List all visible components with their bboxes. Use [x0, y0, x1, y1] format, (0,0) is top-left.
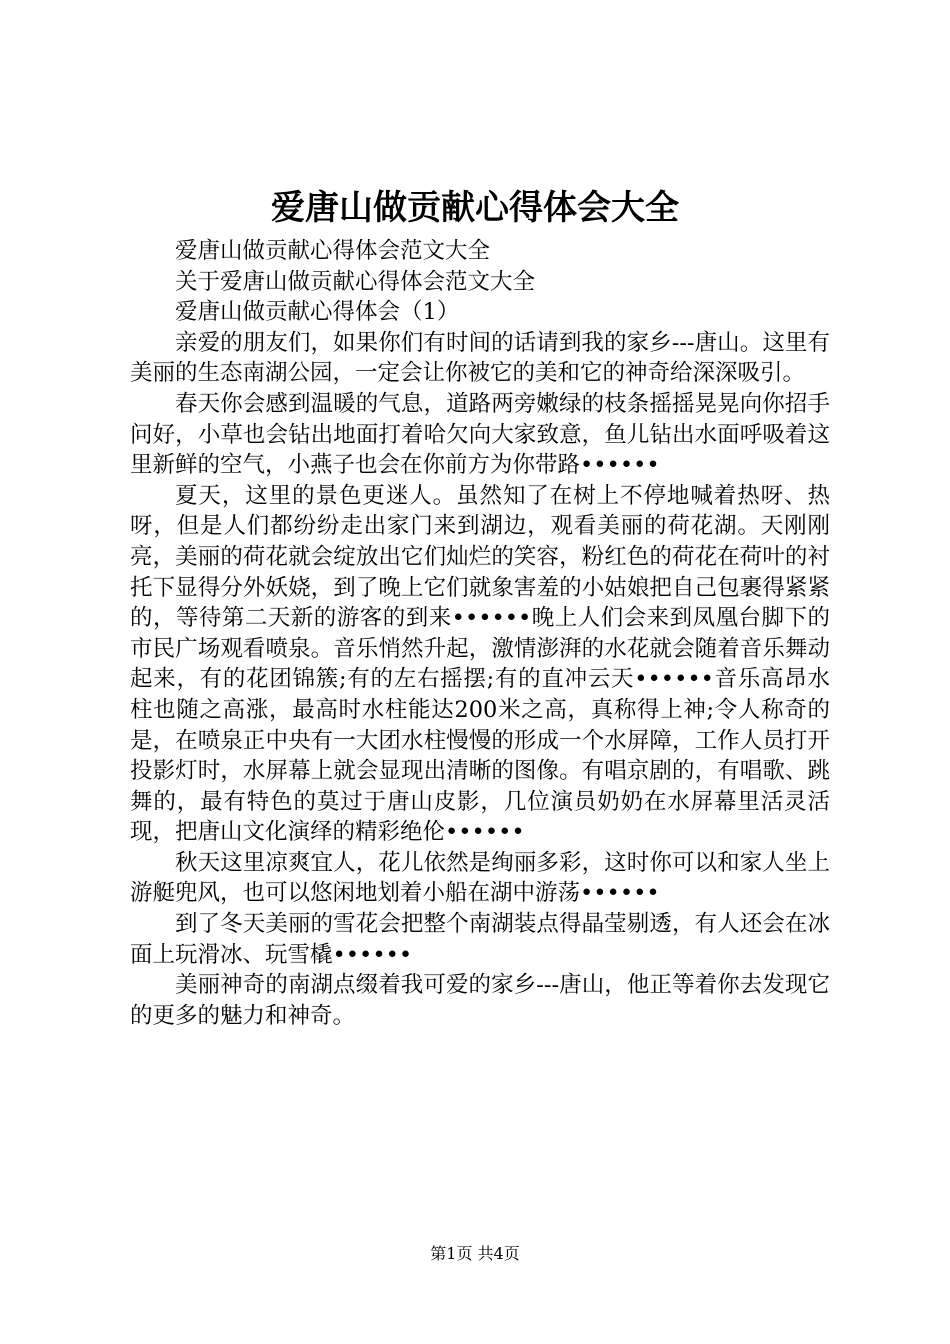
page-indicator: 第1页 共4页 — [430, 1244, 520, 1263]
document-title: 爱唐山做贡献心得体会大全 — [271, 188, 679, 228]
paragraph-autumn: 秋天这里凉爽宜人，花儿依然是绚丽多彩，这时你可以和家人坐上游艇兜风，也可以悠闲地划着小船在湖中游荡•••••• — [130, 849, 830, 907]
paragraph-conclusion: 美丽神奇的南湖点缀着我可爱的家乡---唐山，他正等着你去发现它的更多的魅力和神奇。 — [130, 972, 830, 1029]
document-body — [130, 236, 830, 1031]
paragraph-section-heading: 爱唐山做贡献心得体会（1） — [175, 299, 460, 326]
paragraph-subtitle-1: 爱唐山做贡献心得体会范文大全 — [175, 238, 491, 264]
paragraph-summer: 夏天，这里的景色更迷人。虽然知了在树上不停地喊着热呀、热呀，但是人们都纷纷走出家门来到湖边，观看美丽的荷花湖。天刚刚亮，美丽的荷花就会绽放出它们灿烂的笑容，粉红色的荷花在荷叶的衬托下显得分外妖娆，到了晚上它们就象害羞的小姑娘把自己包裹得紧紧的，等待第二天新的游客的到来••••••晚上人们会来到凤凰台脚下的市民广场观看喷泉。音乐悄然升起，激情澎湃的水花就会随着音乐舞动起来，有的花团锦簇;有的左右摇摆;有的直冲云天••••••音乐高昂水柱也随之高涨，最高时水柱能达200米之高，真称得上神;令人称奇的是，在喷泉正中央有一大团水柱慢慢的形成一个水屏障，工作人员打开投影灯时，水屏幕上就会显现出清晰的图像。有唱京剧的，有唱歌、跳舞的，最有特色的莫过于唐山皮影，几位演员奶奶在水屏幕里活灵活现，把唐山文化演绎的精彩绝伦•••••• — [130, 482, 830, 846]
paragraph-intro: 亲爱的朋友们，如果你们有时间的话请到我的家乡---唐山。这里有美丽的生态南湖公园，一定会让你被它的美和它的神奇给深深吸引。 — [130, 329, 830, 387]
paragraph-winter: 到了冬天美丽的雪花会把整个南湖装点得晶莹剔透，有人还会在冰面上玩滑冰、玩雪橇•••••• — [130, 911, 830, 968]
paragraph-subtitle-2: 关于爱唐山做贡献心得体会范文大全 — [175, 268, 536, 295]
page-footer — [0, 1242, 950, 1266]
paragraph-spring: 春天你会感到温暖的气息，道路两旁嫩绿的枝条摇摇晃晃向你招手问好，小草也会钻出地面打着哈欠向大家致意，鱼儿钻出水面呼吸着这里新鲜的空气，小燕子也会在你前方为你带路•••••• — [130, 390, 830, 479]
